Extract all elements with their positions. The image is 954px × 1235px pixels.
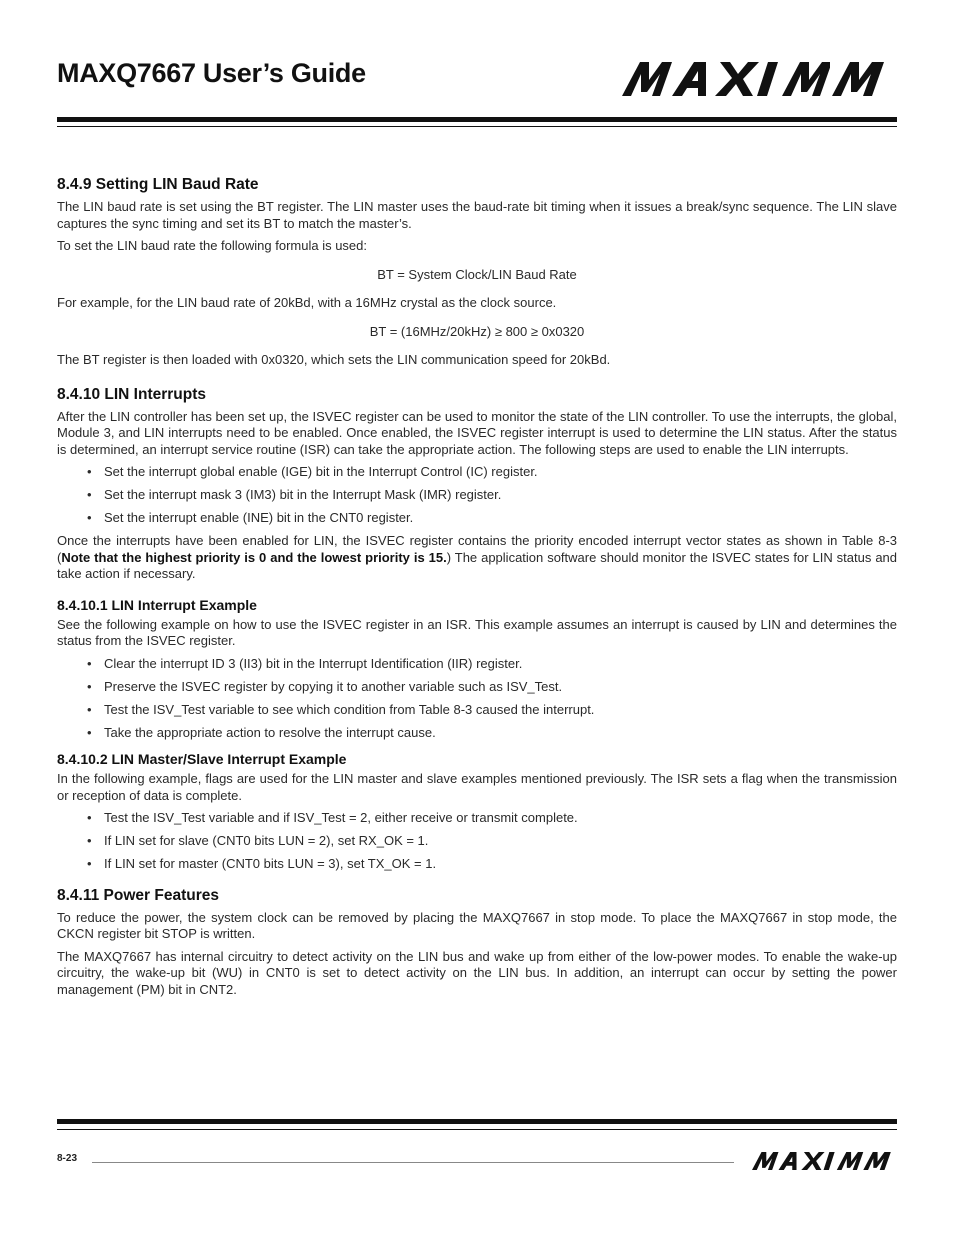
paragraph: The LIN baud rate is set using the BT register. The LIN master uses the baud-rate bit timing when it issues a break/sync sequence. The LIN slave captures the sync timing and set its BT to match the master’s.: [57, 199, 897, 231]
formula: BT = (16MHz/20kHz) ≥ 800 ≥ 0x0320: [369, 323, 585, 339]
paragraph: For example, for the LIN baud rate of 20kBd, with a 16MHz crystal as the clock source.: [57, 295, 557, 310]
maxim-logo: [622, 62, 890, 96]
list-item: • If LIN set for master (CNT0 bits LUN = 3), set TX_OK = 1.: [87, 856, 437, 871]
section-heading-8-4-10: 8.4.10 LIN Interrupts: [57, 385, 207, 403]
bullet-icon: •: [87, 510, 92, 525]
page-title: MAXQ7667 User’s Guide: [57, 58, 366, 88]
paragraph: After the LIN controller has been set up, the ISVEC register can be used to monitor the state of the LIN controller. To use the interrupts, the global, Module 3, and LIN interrupts need to be enabled. Once enabled, the ISVEC register interrupt is used to determine the LIN status. After the status is determined, an interrupt service routine (ISR) can take the appropriate action. The following steps are used to enable the LIN interrupts.: [57, 408, 897, 457]
bullet-icon: •: [87, 810, 92, 825]
list-item: • Test the ISV_Test variable to see which condition from Table 8-3 caused the interrupt.: [87, 701, 595, 717]
list-item: • Preserve the ISVEC register by copying it to another variable such as ISV_Test.: [87, 678, 563, 694]
bullet-icon: •: [87, 701, 92, 717]
list-item: • If LIN set for slave (CNT0 bits LUN = 2), set RX_OK = 1.: [87, 833, 429, 848]
list-item: • Set the interrupt mask 3 (IM3) bit in the Interrupt Mask (IMR) register.: [87, 487, 502, 502]
bullet-list: [57, 464, 897, 527]
bullet-icon: •: [87, 487, 92, 502]
page-number: 8-23: [57, 1153, 78, 1164]
paragraph: To reduce the power, the system clock can be removed by placing the MAXQ7667 in stop mode. To place the MAXQ7667 in stop mode, the CKCN register bit STOP is written.: [57, 909, 897, 941]
footer-rule-thick: [57, 1119, 897, 1124]
bullet-list: [57, 810, 897, 873]
formula: BT = System Clock/LIN Baud Rate: [377, 266, 577, 282]
bullet-list: [57, 656, 897, 742]
priority-note: Note that the highest priority is 0 and the lowest priority is 15.: [61, 549, 447, 565]
bullet-icon: •: [87, 856, 92, 871]
section-heading-8-4-9: 8.4.9 Setting LIN Baud Rate: [57, 176, 259, 193]
paragraph: The BT register is then loaded with 0x0320, which sets the LIN communication speed for 20kBd.: [57, 352, 611, 367]
paragraph: See the following example on how to use the ISVEC register in an ISR. This example assumes an interrupt is caused by LIN and determines the status from the ISVEC register.: [57, 616, 897, 648]
paragraph: In the following example, flags are used for the LIN master and slave examples mentioned previously. The ISR sets a flag when the transmission or reception of data is complete.: [57, 771, 897, 803]
paragraph: Once the interrupts have been enabled for LIN, the ISVEC register contains the priority encoded interrupt vector states as shown in Table 8-3 (Note that the highest priority is 0 and the lowest priority is 15.) The application software should monitor the ISVEC states for LIN status and take action if necessary.: [57, 533, 898, 581]
maxim-logo-footer: [752, 1151, 894, 1171]
document-body: [57, 176, 897, 1004]
bullet-icon: •: [87, 464, 92, 479]
bullet-icon: •: [87, 833, 92, 848]
paragraph: To set the LIN baud rate the following formula is used:: [57, 238, 368, 253]
section-heading-8-4-11: 8.4.11 Power Features: [57, 886, 219, 904]
paragraph: The MAXQ7667 has internal circuitry to detect activity on the LIN bus and wake up from either of the low-power modes. To enable the wake-up circuitry, the wake-up bit (WU) in CNT0 is set to detect activity on the LIN bus. In addition, an interrupt can occur by setting the power management (PM) bit in CNT2.: [57, 948, 897, 997]
list-item: • Set the interrupt global enable (IGE) bit in the Interrupt Control (IC) register.: [87, 464, 538, 479]
section-heading-8-4-10-1: 8.4.10.1 LIN Interrupt Example: [57, 596, 257, 613]
header-rule-thick: [57, 117, 897, 122]
section-heading-8-4-10-2: 8.4.10.2 LIN Master/Slave Interrupt Example: [57, 751, 347, 767]
header-rule-thin: [57, 126, 897, 127]
bullet-icon: •: [87, 724, 92, 740]
list-item: • Clear the interrupt ID 3 (II3) bit in the Interrupt Identification (IIR) register.: [87, 655, 523, 671]
bullet-icon: •: [87, 678, 92, 694]
bullet-icon: •: [87, 655, 92, 671]
list-item: • Take the appropriate action to resolve the interrupt cause.: [87, 724, 436, 740]
footer-divider: [92, 1162, 734, 1163]
list-item: • Test the ISV_Test variable and if ISV_Test = 2, either receive or transmit complete.: [87, 810, 578, 825]
list-item: • Set the interrupt enable (INE) bit in the CNT0 register.: [87, 510, 414, 525]
footer-rule-thin: [57, 1129, 897, 1130]
